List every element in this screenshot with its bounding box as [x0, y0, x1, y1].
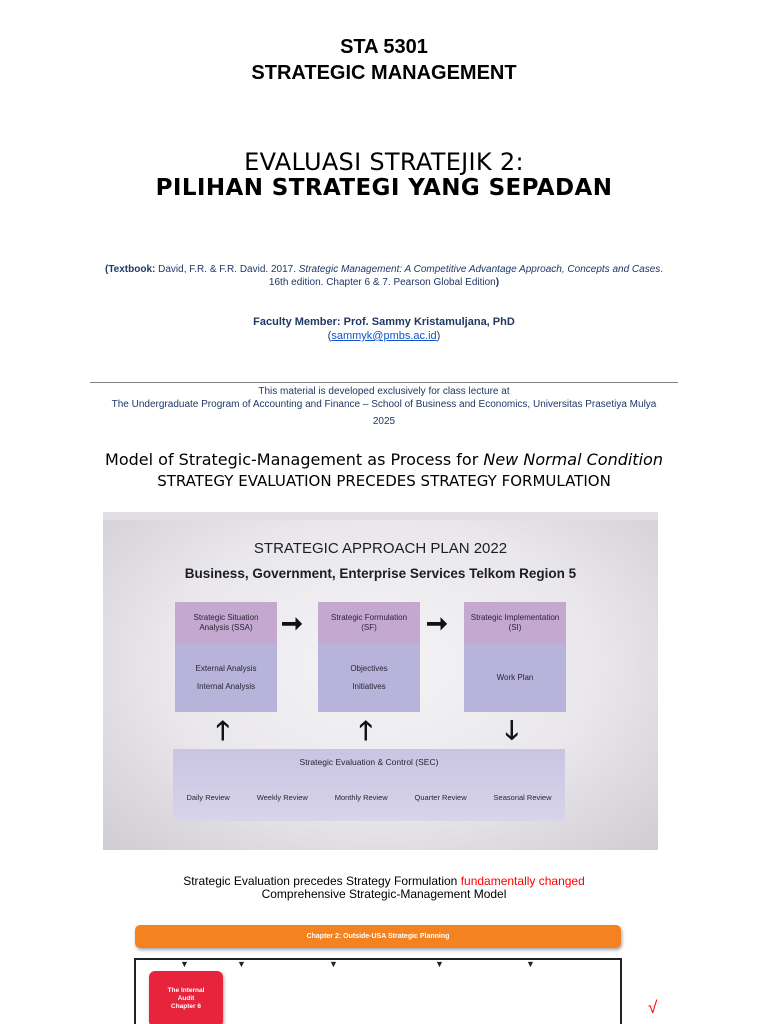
box-si-body	[464, 644, 566, 712]
arrow-up-icon: 🡑	[359, 715, 373, 745]
box-sf-body	[318, 644, 420, 712]
review-item: Daily Review	[186, 793, 230, 802]
internal-audit-line: Audit	[177, 995, 195, 1003]
caption-line1	[0, 874, 768, 888]
internal-audit-box	[149, 971, 223, 1024]
faculty-email-line	[0, 330, 768, 342]
faculty-email-link[interactable]: sammyk@pmbs.ac.id	[331, 330, 437, 342]
checkmark-icon: √	[648, 998, 658, 1017]
course-name: STRATEGIC MANAGEMENT	[251, 62, 517, 84]
caption-line2: Comprehensive Strategic-Management Model	[261, 887, 507, 901]
email-close-paren: )	[436, 330, 441, 342]
arrow-down-icon: ▼	[180, 959, 189, 969]
faculty-member: Faculty Member: Prof. Sammy Kristamuljana, PhD	[253, 316, 515, 328]
development-note-line1: This material is developed exclusively for class lecture at	[258, 386, 510, 397]
box-strategic-situation-analysis	[175, 602, 277, 712]
box-sf-line: Initiatives	[352, 682, 386, 691]
plan-subtitle: Business, Government, Enterprise Services Telkom Region 5	[184, 566, 577, 581]
box-ssa-head: Strategic Situation Analysis (SSA)	[175, 602, 277, 644]
arrow-down-icon: ▼	[237, 959, 246, 969]
internal-audit-line: Chapter 6	[171, 1003, 201, 1011]
box-sf-head: Strategic Formulation (SF)	[318, 602, 420, 644]
sec-reviews	[173, 793, 565, 802]
review-item: Seasonal Review	[493, 793, 552, 802]
arrow-down-icon: 🡓	[505, 715, 519, 745]
development-note-year: 2025	[372, 416, 396, 427]
box-strategic-formulation	[318, 602, 420, 712]
evaluation-title: EVALUASI STRATEJIK 2:	[244, 148, 524, 176]
strategic-evaluation-control-box	[173, 749, 565, 821]
course-code: STA 5301	[340, 36, 428, 58]
caption-text: Strategic Evaluation precedes Strategy Formulation	[183, 874, 461, 888]
plan-title: STRATEGIC APPROACH PLAN 2022	[253, 540, 508, 557]
box-sf-line: Objectives	[350, 664, 388, 674]
box-strategic-implementation	[464, 602, 566, 712]
sec-title: Strategic Evaluation & Control (SEC)	[299, 757, 439, 767]
close-paren: )	[495, 277, 500, 288]
review-item: Weekly Review	[256, 793, 308, 802]
chapter-banner: Chapter 2: Outside-USA Strategic Planning	[135, 925, 621, 948]
model-title	[0, 450, 768, 469]
textbook-label: Textbook:	[108, 264, 156, 275]
arrow-right-icon: ➞	[281, 608, 303, 638]
box-si-line: Work Plan	[496, 673, 534, 683]
arrow-up-icon: 🡑	[216, 715, 230, 745]
textbook-citation-line1	[0, 264, 768, 275]
open-paren: (	[104, 264, 109, 275]
model-subtitle: STRATEGY EVALUATION PRECEDES STRATEGY FORMULATION	[157, 472, 611, 490]
arrow-down-icon: ▼	[435, 959, 444, 969]
section-divider	[90, 382, 678, 383]
textbook-authors: David, F.R. & F.R. David. 2017.	[155, 264, 299, 275]
evaluation-subtitle: PILIHAN STRATEGI YANG SEPADAN	[155, 175, 613, 201]
arrow-right-icon: ➞	[426, 608, 448, 638]
arrow-down-icon: ▼	[526, 959, 535, 969]
box-ssa-line: Internal Analysis	[196, 682, 256, 691]
strategic-approach-photo	[103, 512, 658, 850]
review-item: Monthly Review	[334, 793, 388, 802]
review-item: Quarter Review	[414, 793, 467, 802]
box-si-head: Strategic Implementation (SI)	[464, 602, 566, 644]
box-ssa-body	[175, 644, 277, 712]
caption-highlight: fundamentally changed	[460, 874, 585, 888]
arrow-down-icon: ▼	[329, 959, 338, 969]
email-open-paren: (	[327, 330, 332, 342]
development-note-line2: The Undergraduate Program of Accounting and Finance – School of Business and Economics, Universitas Prasetiya Mulya	[111, 399, 657, 410]
textbook-title: Strategic Management: A Competitive Advantage Approach, Concepts and Cases	[298, 264, 661, 275]
textbook-edition: 16th edition. Chapter 6 & 7. Pearson Global Edition	[268, 277, 496, 288]
internal-audit-line: The Internal	[167, 987, 205, 994]
photo-top-strip	[103, 512, 658, 520]
box-ssa-line: External Analysis	[195, 664, 257, 674]
model-title-prefix: Model of Strategic-Management as Process for	[105, 450, 484, 469]
textbook-citation-line2	[0, 277, 768, 288]
textbook-period: .	[660, 264, 664, 275]
model-title-italic: New Normal Condition	[483, 450, 663, 469]
